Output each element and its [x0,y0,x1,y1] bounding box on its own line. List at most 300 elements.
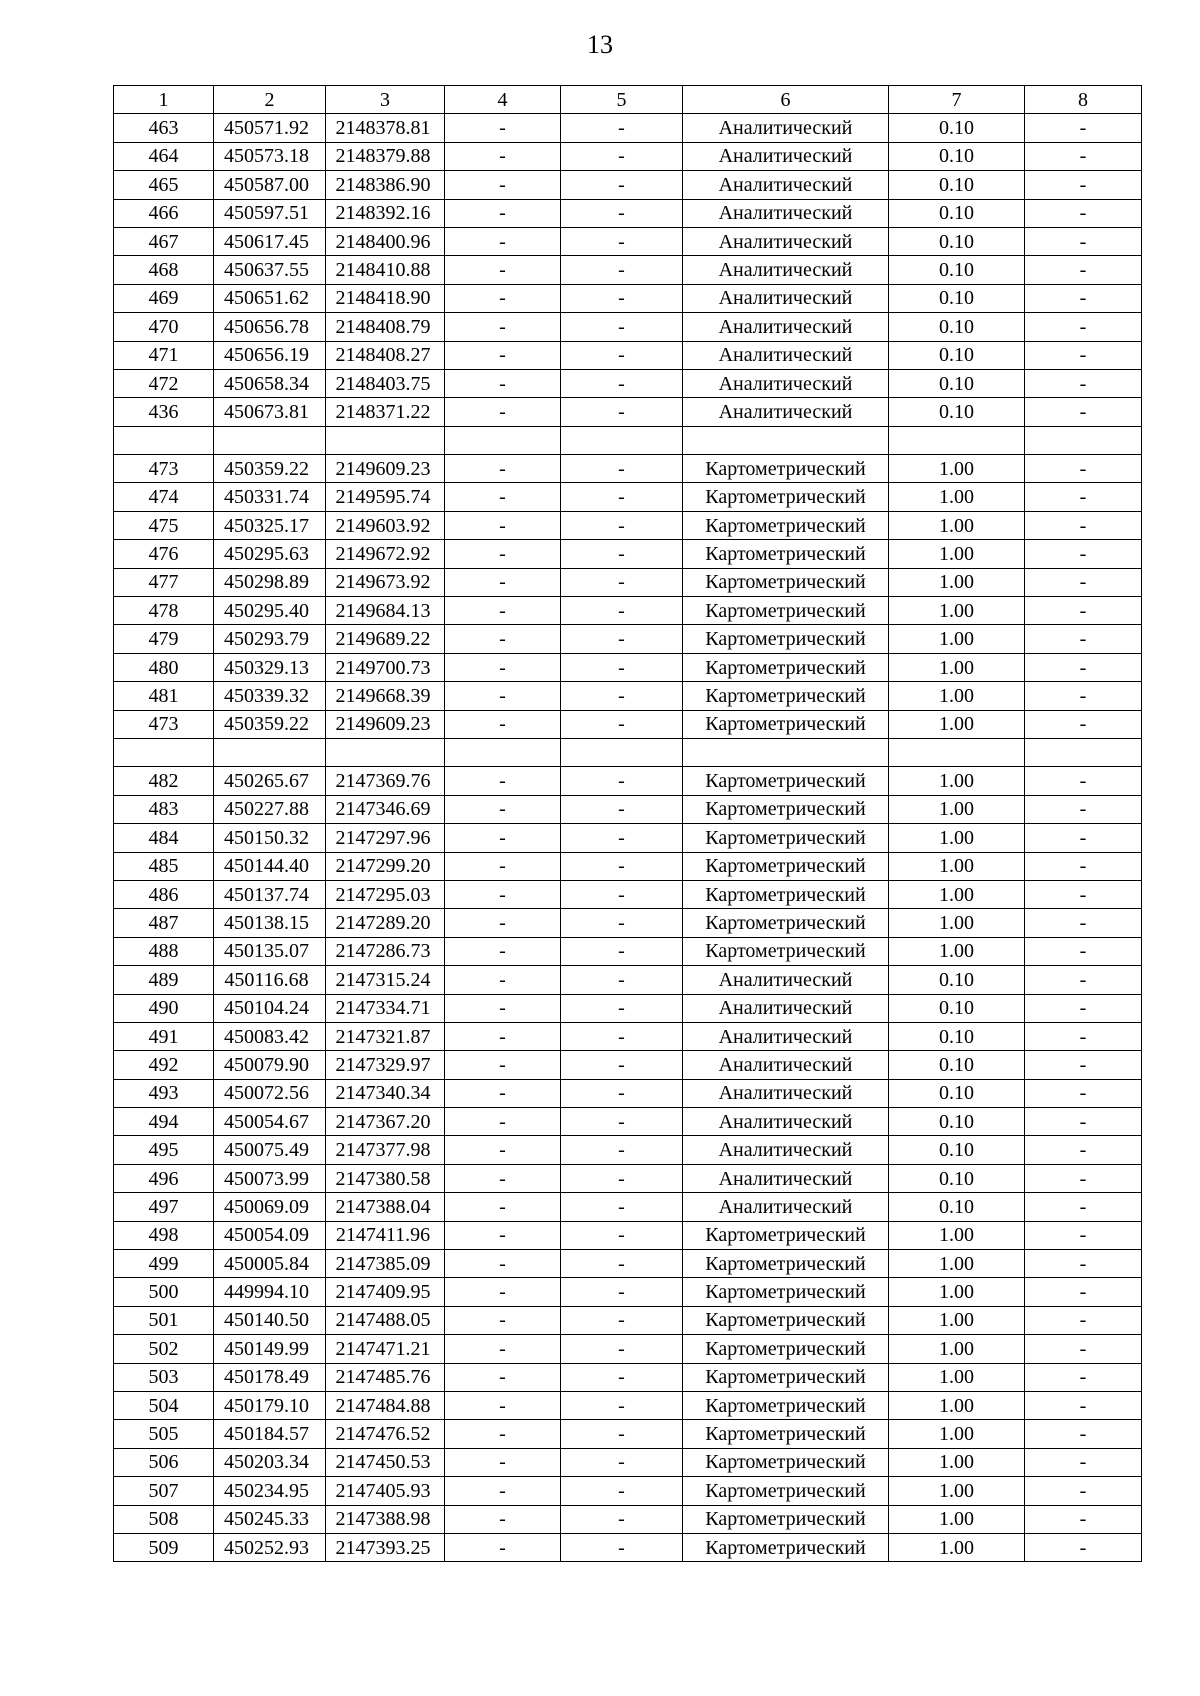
point-number-cell: 487 [114,909,214,937]
col4-cell: - [445,1221,561,1249]
col4-cell: - [445,824,561,852]
table-row [114,369,1142,397]
col8-cell: - [1025,880,1142,908]
col4-cell: - [445,1363,561,1391]
col4-cell: - [445,597,561,625]
col8-cell: - [1025,937,1142,965]
col4-cell: - [445,1193,561,1221]
table-row [114,284,1142,312]
y-coordinate-cell: 2148403.75 [326,369,445,397]
x-coordinate-cell: 450658.34 [214,369,326,397]
method-cell: Картометрический [683,795,889,823]
table-row [114,852,1142,880]
col4-cell [445,426,561,454]
blank-row [114,426,1142,454]
x-coordinate-cell: 450227.88 [214,795,326,823]
accuracy-cell [889,738,1025,766]
table-body [114,114,1142,1562]
col8-cell: - [1025,1363,1142,1391]
method-cell [683,426,889,454]
table-row [114,653,1142,681]
point-number-cell: 473 [114,455,214,483]
x-coordinate-cell: 450245.33 [214,1505,326,1533]
col5-cell: - [561,568,683,596]
table-header-row [114,86,1142,114]
point-number-cell: 436 [114,398,214,426]
point-number-cell: 499 [114,1250,214,1278]
method-cell [683,738,889,766]
method-cell: Картометрический [683,767,889,795]
method-cell: Картометрический [683,880,889,908]
accuracy-cell: 0.10 [889,171,1025,199]
col5-cell: - [561,1391,683,1419]
accuracy-cell: 0.10 [889,313,1025,341]
col4-cell: - [445,767,561,795]
col8-cell: - [1025,1505,1142,1533]
x-coordinate-cell: 450135.07 [214,937,326,965]
x-coordinate-cell [214,426,326,454]
x-coordinate-cell: 450339.32 [214,682,326,710]
col8-cell: - [1025,909,1142,937]
x-coordinate-cell: 450150.32 [214,824,326,852]
col5-cell: - [561,966,683,994]
col5-cell: - [561,1250,683,1278]
y-coordinate-cell: 2147377.98 [326,1136,445,1164]
y-coordinate-cell: 2147346.69 [326,795,445,823]
x-coordinate-cell: 450203.34 [214,1448,326,1476]
x-coordinate-cell: 450298.89 [214,568,326,596]
point-number-cell: 496 [114,1164,214,1192]
accuracy-cell: 0.10 [889,966,1025,994]
table-row [114,625,1142,653]
col5-cell: - [561,1448,683,1476]
col5-cell: - [561,1051,683,1079]
method-cell: Картометрический [683,540,889,568]
col8-cell: - [1025,171,1142,199]
column-header: 2 [214,86,326,114]
col5-cell: - [561,398,683,426]
col5-cell: - [561,369,683,397]
point-number-cell: 477 [114,568,214,596]
x-coordinate-cell: 450144.40 [214,852,326,880]
table-row [114,398,1142,426]
col4-cell: - [445,880,561,908]
table-row [114,511,1142,539]
point-number-cell: 465 [114,171,214,199]
col5-cell: - [561,710,683,738]
point-number-cell: 483 [114,795,214,823]
accuracy-cell: 1.00 [889,852,1025,880]
col8-cell: - [1025,398,1142,426]
col4-cell: - [445,1164,561,1192]
col4-cell: - [445,483,561,511]
col5-cell: - [561,455,683,483]
method-cell: Картометрический [683,852,889,880]
accuracy-cell: 0.10 [889,1108,1025,1136]
table-row [114,455,1142,483]
col5-cell: - [561,1079,683,1107]
method-cell: Картометрический [683,568,889,596]
table-row [114,1448,1142,1476]
col4-cell: - [445,568,561,596]
x-coordinate-cell: 450054.67 [214,1108,326,1136]
table-row [114,199,1142,227]
point-number-cell: 476 [114,540,214,568]
method-cell: Аналитический [683,142,889,170]
table-row [114,880,1142,908]
col4-cell: - [445,1022,561,1050]
accuracy-cell: 1.00 [889,568,1025,596]
table-row [114,1533,1142,1561]
method-cell: Картометрический [683,1420,889,1448]
table-row [114,1306,1142,1334]
accuracy-cell: 1.00 [889,1448,1025,1476]
col4-cell [445,738,561,766]
x-coordinate-cell: 450149.99 [214,1335,326,1363]
col4-cell: - [445,1136,561,1164]
y-coordinate-cell: 2149700.73 [326,653,445,681]
col5-cell: - [561,171,683,199]
col8-cell: - [1025,824,1142,852]
column-header: 3 [326,86,445,114]
y-coordinate-cell: 2147340.34 [326,1079,445,1107]
y-coordinate-cell: 2149609.23 [326,455,445,483]
accuracy-cell: 1.00 [889,1250,1025,1278]
method-cell: Картометрический [683,909,889,937]
col8-cell: - [1025,142,1142,170]
y-coordinate-cell: 2147476.52 [326,1420,445,1448]
col8-cell: - [1025,653,1142,681]
point-number-cell: 503 [114,1363,214,1391]
table-row [114,1363,1142,1391]
col4-cell: - [445,1533,561,1561]
table-row [114,909,1142,937]
point-number-cell: 484 [114,824,214,852]
col8-cell: - [1025,994,1142,1022]
method-cell: Аналитический [683,341,889,369]
point-number-cell: 472 [114,369,214,397]
y-coordinate-cell: 2147295.03 [326,880,445,908]
x-coordinate-cell: 450325.17 [214,511,326,539]
x-coordinate-cell: 450573.18 [214,142,326,170]
y-coordinate-cell: 2149603.92 [326,511,445,539]
accuracy-cell: 1.00 [889,455,1025,483]
point-number-cell: 494 [114,1108,214,1136]
y-coordinate-cell: 2147369.76 [326,767,445,795]
col5-cell: - [561,1477,683,1505]
x-coordinate-cell: 450140.50 [214,1306,326,1334]
accuracy-cell: 1.00 [889,1363,1025,1391]
col8-cell: - [1025,1136,1142,1164]
col8-cell: - [1025,1221,1142,1249]
col5-cell: - [561,597,683,625]
col8-cell: - [1025,710,1142,738]
col4-cell: - [445,966,561,994]
y-coordinate-cell: 2148408.27 [326,341,445,369]
method-cell: Аналитический [683,1108,889,1136]
method-cell: Картометрический [683,455,889,483]
col8-cell: - [1025,1335,1142,1363]
x-coordinate-cell: 450265.67 [214,767,326,795]
y-coordinate-cell: 2148378.81 [326,114,445,142]
y-coordinate-cell: 2149689.22 [326,625,445,653]
col8-cell: - [1025,1391,1142,1419]
col4-cell: - [445,1278,561,1306]
table-row [114,1108,1142,1136]
x-coordinate-cell: 450571.92 [214,114,326,142]
col4-cell: - [445,710,561,738]
col8-cell: - [1025,625,1142,653]
col5-cell: - [561,199,683,227]
table-row [114,256,1142,284]
accuracy-cell: 1.00 [889,1391,1025,1419]
col8-cell: - [1025,1051,1142,1079]
y-coordinate-cell: 2147409.95 [326,1278,445,1306]
x-coordinate-cell: 450252.93 [214,1533,326,1561]
col4-cell: - [445,1391,561,1419]
y-coordinate-cell: 2148400.96 [326,227,445,255]
y-coordinate-cell: 2148371.22 [326,398,445,426]
y-coordinate-cell: 2149595.74 [326,483,445,511]
col4-cell: - [445,994,561,1022]
method-cell: Аналитический [683,1051,889,1079]
method-cell: Картометрический [683,824,889,852]
point-number-cell: 481 [114,682,214,710]
x-coordinate-cell: 450072.56 [214,1079,326,1107]
point-number-cell: 495 [114,1136,214,1164]
y-coordinate-cell: 2147315.24 [326,966,445,994]
col8-cell: - [1025,1448,1142,1476]
y-coordinate-cell: 2147334.71 [326,994,445,1022]
col8-cell: - [1025,1079,1142,1107]
table-row [114,1079,1142,1107]
col4-cell: - [445,256,561,284]
col8-cell: - [1025,313,1142,341]
col5-cell: - [561,880,683,908]
y-coordinate-cell: 2147321.87 [326,1022,445,1050]
accuracy-cell: 0.10 [889,1164,1025,1192]
col5-cell: - [561,142,683,170]
accuracy-cell: 0.10 [889,1079,1025,1107]
method-cell: Аналитический [683,994,889,1022]
y-coordinate-cell: 2147393.25 [326,1533,445,1561]
col5-cell: - [561,1505,683,1533]
x-coordinate-cell: 450359.22 [214,455,326,483]
accuracy-cell: 1.00 [889,1306,1025,1334]
x-coordinate-cell: 450656.78 [214,313,326,341]
col4-cell: - [445,852,561,880]
y-coordinate-cell: 2148418.90 [326,284,445,312]
col4-cell: - [445,369,561,397]
y-coordinate-cell: 2147286.73 [326,937,445,965]
x-coordinate-cell: 450083.42 [214,1022,326,1050]
point-number-cell: 485 [114,852,214,880]
col5-cell: - [561,511,683,539]
method-cell: Картометрический [683,682,889,710]
col4-cell: - [445,1306,561,1334]
method-cell: Аналитический [683,114,889,142]
col5-cell: - [561,1221,683,1249]
col4-cell: - [445,1250,561,1278]
accuracy-cell: 0.10 [889,142,1025,170]
x-coordinate-cell: 450073.99 [214,1164,326,1192]
y-coordinate-cell: 2147411.96 [326,1221,445,1249]
accuracy-cell: 1.00 [889,880,1025,908]
col4-cell: - [445,398,561,426]
method-cell: Картометрический [683,937,889,965]
col5-cell: - [561,1136,683,1164]
table-row [114,767,1142,795]
x-coordinate-cell: 450184.57 [214,1420,326,1448]
method-cell: Аналитический [683,171,889,199]
col5-cell: - [561,1022,683,1050]
col5-cell: - [561,653,683,681]
method-cell: Картометрический [683,483,889,511]
accuracy-cell: 0.10 [889,256,1025,284]
method-cell: Картометрический [683,1250,889,1278]
col4-cell: - [445,171,561,199]
method-cell: Аналитический [683,256,889,284]
method-cell: Аналитический [683,1164,889,1192]
table-row [114,1164,1142,1192]
col4-cell: - [445,455,561,483]
method-cell: Аналитический [683,1136,889,1164]
point-number-cell: 475 [114,511,214,539]
col8-cell: - [1025,682,1142,710]
y-coordinate-cell: 2148379.88 [326,142,445,170]
col5-cell: - [561,114,683,142]
method-cell: Аналитический [683,1022,889,1050]
accuracy-cell: 0.10 [889,369,1025,397]
method-cell: Картометрический [683,1391,889,1419]
point-number-cell [114,738,214,766]
accuracy-cell: 1.00 [889,540,1025,568]
col8-cell: - [1025,795,1142,823]
col5-cell: - [561,341,683,369]
col8-cell: - [1025,1477,1142,1505]
col8-cell: - [1025,341,1142,369]
col8-cell: - [1025,256,1142,284]
point-number-cell: 473 [114,710,214,738]
col8-cell: - [1025,369,1142,397]
col4-cell: - [445,1477,561,1505]
col5-cell: - [561,625,683,653]
y-coordinate-cell [326,738,445,766]
method-cell: Картометрический [683,710,889,738]
x-coordinate-cell: 450651.62 [214,284,326,312]
y-coordinate-cell: 2147471.21 [326,1335,445,1363]
y-coordinate-cell: 2147450.53 [326,1448,445,1476]
table-row [114,1420,1142,1448]
point-number-cell: 490 [114,994,214,1022]
column-header: 8 [1025,86,1142,114]
col8-cell: - [1025,1108,1142,1136]
x-coordinate-cell: 450331.74 [214,483,326,511]
table-row [114,171,1142,199]
col4-cell: - [445,142,561,170]
col5-cell: - [561,1108,683,1136]
x-coordinate-cell: 450178.49 [214,1363,326,1391]
accuracy-cell: 0.10 [889,341,1025,369]
y-coordinate-cell: 2147380.58 [326,1164,445,1192]
x-coordinate-cell: 450179.10 [214,1391,326,1419]
accuracy-cell: 1.00 [889,824,1025,852]
x-coordinate-cell: 450116.68 [214,966,326,994]
y-coordinate-cell: 2149672.92 [326,540,445,568]
point-number-cell: 488 [114,937,214,965]
col4-cell: - [445,1448,561,1476]
table-row [114,1051,1142,1079]
method-cell: Картометрический [683,1221,889,1249]
point-number-cell: 508 [114,1505,214,1533]
y-coordinate-cell: 2149673.92 [326,568,445,596]
point-number-cell: 486 [114,880,214,908]
point-number-cell: 470 [114,313,214,341]
point-number-cell: 500 [114,1278,214,1306]
col4-cell: - [445,1420,561,1448]
col8-cell: - [1025,852,1142,880]
column-header: 6 [683,86,889,114]
point-number-cell: 466 [114,199,214,227]
col5-cell: - [561,1420,683,1448]
x-coordinate-cell: 450293.79 [214,625,326,653]
col5-cell: - [561,852,683,880]
col5-cell: - [561,256,683,284]
method-cell: Аналитический [683,1079,889,1107]
x-coordinate-cell: 450329.13 [214,653,326,681]
accuracy-cell: 1.00 [889,1335,1025,1363]
col5-cell: - [561,1533,683,1561]
col8-cell [1025,426,1142,454]
col4-cell: - [445,1335,561,1363]
method-cell: Картометрический [683,1335,889,1363]
x-coordinate-cell: 450587.00 [214,171,326,199]
y-coordinate-cell: 2149668.39 [326,682,445,710]
method-cell: Аналитический [683,398,889,426]
col5-cell: - [561,1278,683,1306]
col5-cell: - [561,1335,683,1363]
y-coordinate-cell: 2147388.04 [326,1193,445,1221]
point-number-cell: 501 [114,1306,214,1334]
y-coordinate-cell: 2147485.76 [326,1363,445,1391]
col8-cell: - [1025,1420,1142,1448]
method-cell: Аналитический [683,227,889,255]
method-cell: Картометрический [683,653,889,681]
table-row [114,341,1142,369]
blank-row [114,738,1142,766]
point-number-cell: 504 [114,1391,214,1419]
y-coordinate-cell: 2148386.90 [326,171,445,199]
y-coordinate-cell: 2147289.20 [326,909,445,937]
y-coordinate-cell: 2148410.88 [326,256,445,284]
point-number-cell: 506 [114,1448,214,1476]
accuracy-cell: 1.00 [889,937,1025,965]
method-cell: Картометрический [683,1505,889,1533]
table-row [114,1250,1142,1278]
accuracy-cell: 1.00 [889,909,1025,937]
col4-cell: - [445,909,561,937]
col5-cell [561,738,683,766]
col5-cell: - [561,540,683,568]
point-number-cell: 469 [114,284,214,312]
accuracy-cell: 1.00 [889,795,1025,823]
x-coordinate-cell: 450104.24 [214,994,326,1022]
y-coordinate-cell: 2147297.96 [326,824,445,852]
column-header: 4 [445,86,561,114]
table-row [114,1477,1142,1505]
table-row [114,597,1142,625]
col4-cell: - [445,937,561,965]
